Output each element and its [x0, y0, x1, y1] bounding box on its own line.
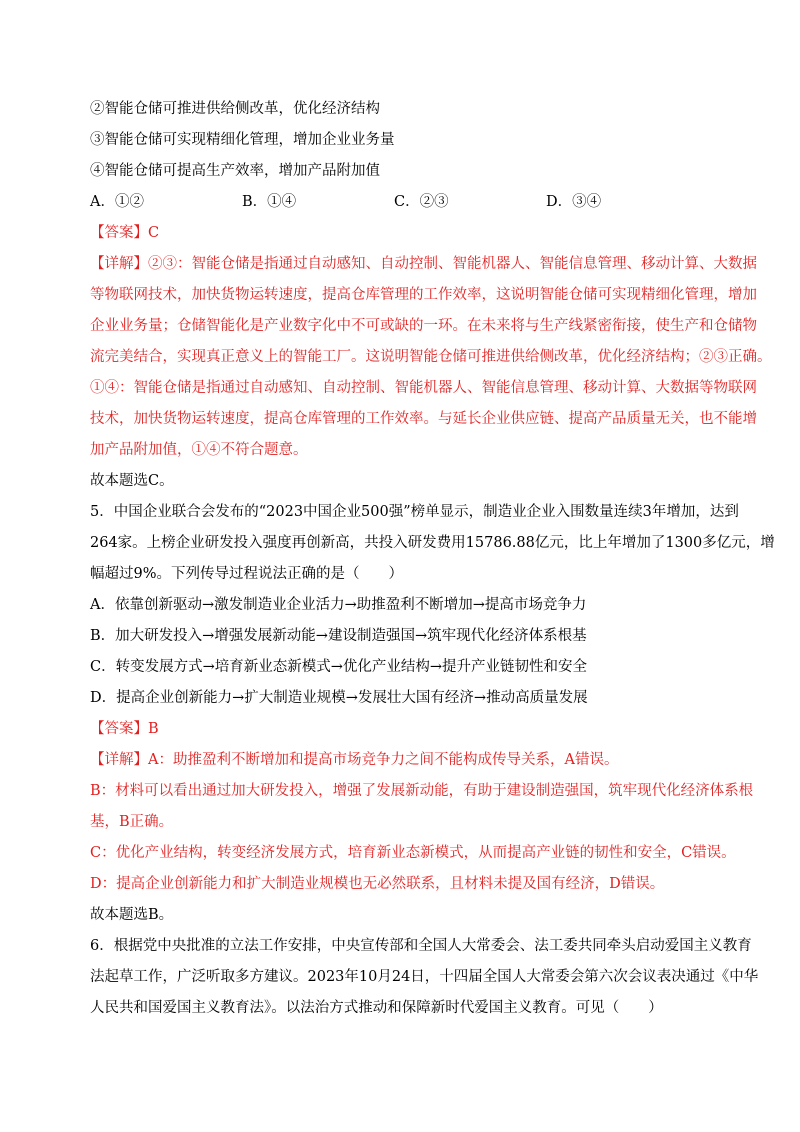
q4-option-d: D．③④ [546, 194, 602, 210]
q6-stem-line: 法起草工作，广泛听取多方建议。2023年10月24日，十四届全国人大常委会第六次会议表决通过《中华 [90, 969, 759, 985]
q5-analysis-line: B：材料可以看出通过加大研发投入，增强了发展新动能，有助于建设制造强国，筑牢现代化经济体系根 [90, 783, 754, 799]
q5-stem-line: 264家。上榜企业研发投入强度再创新高，共投入研发费用15786.88亿元，比上年增加了1300多亿元，增 [90, 535, 775, 551]
q4-option-b: B．①④ [242, 194, 297, 210]
q4-analysis-line: 企业业务量；仓储智能化是产业数字化中不可或缺的一环。在未来将与生产线紧密衔接，使生产和仓储物 [90, 318, 757, 334]
q5-analysis-line: 基，B正确。 [90, 814, 174, 830]
q4-options [90, 187, 730, 218]
q5-stem-line: 5．中国企业联合会发布的“2023中国企业500强”榜单显示，制造业企业入围数量连续3年增加，达到 [90, 504, 739, 520]
q5-option-d: D．提高企业创新能力→扩大制造业规模→发展壮大国有经济→推动高质量发展 [90, 690, 588, 706]
q4-analysis-line: ①④：智能仓储是指通过自动感知、自动控制、智能机器人、智能信息管理、移动计算、大数据等物联网 [90, 380, 757, 396]
q4-analysis-line: 等物联网技术，加快货物运转速度，提高仓库管理的工作效率，这说明智能仓储可实现精细化管理，增加 [90, 287, 757, 303]
q5-analysis-line: C：优化产业结构，转变经济发展方式，培育新业态新模式，从而提高产业链的韧性和安全，C错误。 [90, 845, 736, 861]
q4-option-a: A．①② [90, 194, 144, 210]
q5-answer: 【答案】B [90, 721, 159, 737]
q4-analysis-line: 【详解】②③：智能仓储是指通过自动感知、自动控制、智能机器人、智能信息管理、移动计算、大数据 [90, 256, 757, 272]
q4-statement-4: ④智能仓储可提高生产效率，增加产品附加值 [90, 163, 380, 179]
q4-analysis-line: 加产品附加值，①④不符合题意。 [90, 442, 308, 458]
q5-analysis-line: 【详解】A：助推盈利不断增加和提高市场竞争力之间不能构成传导关系，A错误。 [90, 752, 619, 768]
q6-stem-line: 6．根据党中央批准的立法工作安排，中央宣传部和全国人大常委会、法工委共同牵头启动爱国主义教育 [90, 938, 752, 954]
q5-option-c: C．转变发展方式→培育新业态新模式→优化产业结构→提升产业链韧性和安全 [90, 659, 588, 675]
q4-option-c: C．②③ [394, 194, 449, 210]
q4-conclusion: 故本题选C。 [90, 473, 174, 489]
q4-answer: 【答案】C [90, 225, 160, 241]
q5-option-b: B．加大研发投入→增强发展新动能→建设制造强国→筑牢现代化经济体系根基 [90, 628, 587, 644]
q4-analysis-line: 技术，加快货物运转速度，提高仓库管理的工作效率。与延长企业供应链、提高产品质量无关，也不能增 [90, 411, 757, 427]
q4-statement-2: ②智能仓储可推进供给侧改革，优化经济结构 [90, 101, 380, 117]
q5-analysis-line: D：提高企业创新能力和扩大制造业规模也无必然联系，且材料未提及国有经济，D错误。 [90, 876, 665, 892]
q5-conclusion: 故本题选B。 [90, 907, 174, 923]
q5-option-a: A．依靠创新驱动→激发制造业企业活力→助推盈利不断增加→提高市场竞争力 [90, 597, 587, 613]
q4-statement-3: ③智能仓储可实现精细化管理，增加企业业务量 [90, 132, 395, 148]
q5-stem-line: 幅超过9%。下列传导过程说法正确的是（ ） [90, 566, 404, 582]
q4-analysis-line: 流完美结合，实现真正意义上的智能工厂。这说明智能仓储可推进供给侧改革，优化经济结构；②③正确。 [90, 349, 772, 365]
document-body [90, 94, 775, 1024]
q6-stem-line: 人民共和国爱国主义教育法》。以法治方式推动和保障新时代爱国主义教育。可见（ ） [90, 1000, 663, 1016]
